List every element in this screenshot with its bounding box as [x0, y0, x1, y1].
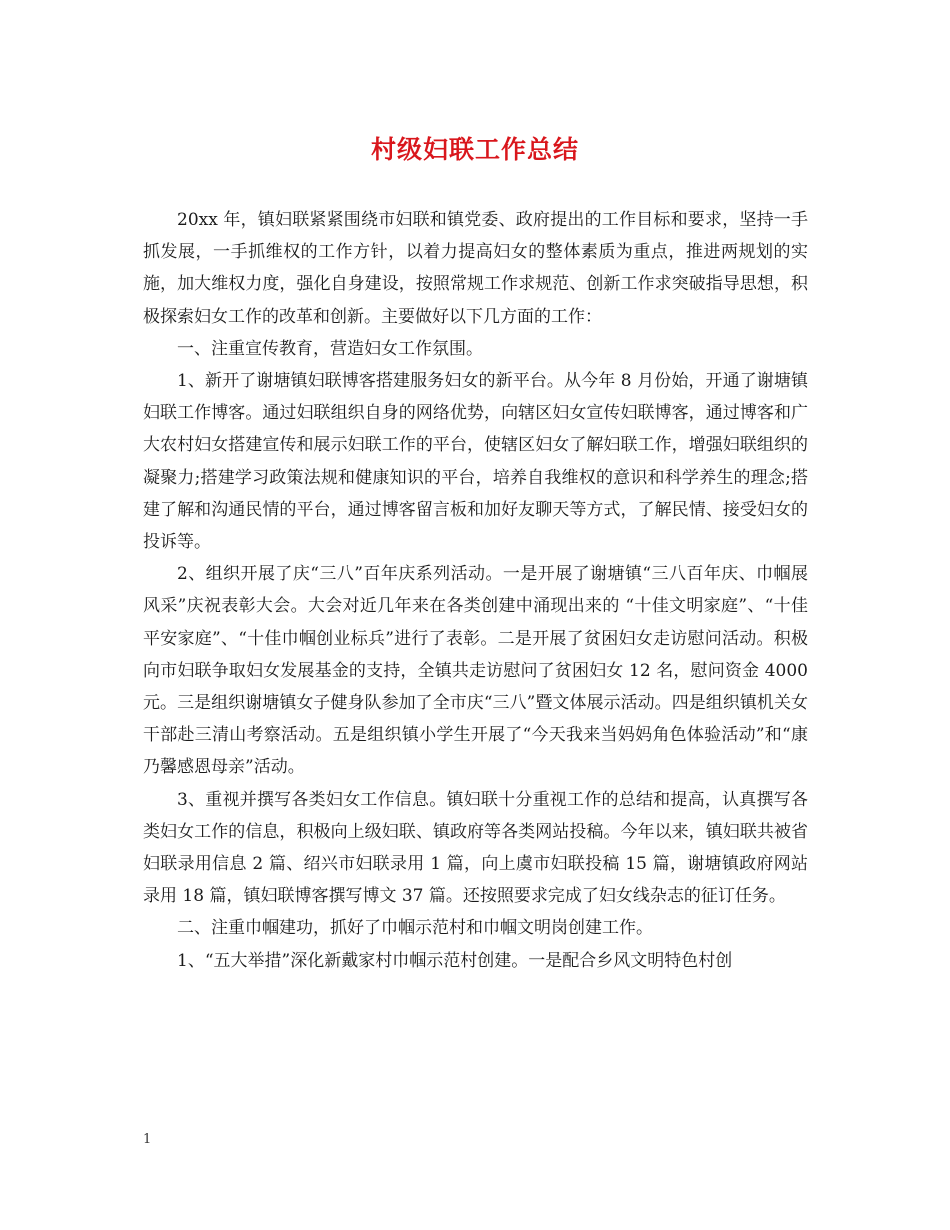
paragraph-march-eighth-activities: 2、组织开展了庆“三八”百年庆系列活动。一是开展了谢塘镇“三八百年庆、巾帼展风采”庆祝表彰大会。大会对近几年来在各类创建中涌现出来的 “十佳文明家庭”、“十佳平安家庭”、“十佳巾帼创业标兵”进行了表彰。二是开展了贫困妇女走访慰问活动。积极向市妇联争取妇女发展基金的支持，全镇共走访慰问了贫困妇女 12 名，慰问资金 4000 元。三是组织谢塘镇女子健身队参加了全市庆“三八”暨文体展示活动。四是组织镇机关女干部赴三清山考察活动。五是组织镇小学生开展了“今天我来当妈妈角色体验活动”和“康乃馨感恩母亲”活动。 — [143, 564, 808, 778]
paragraph-five-measures: 1、“五大举措”深化新戴家村巾帼示范村创建。一是配合乡风文明特色村创 — [177, 950, 733, 971]
page-number: 1 — [143, 1132, 152, 1147]
paragraph-information-writing: 3、重视并撰写各类妇女工作信息。镇妇联十分重视工作的总结和提高，认真撰写各类妇女工作的信息，积极向上级妇联、镇政府等各类网站投稿。今年以来，镇妇联共被省妇联录用信息 2 篇、绍兴市妇联录用 1 篇，向上虞市妇联投稿 15 篇，谢塘镇政府网站录用 18 篇，镇妇联博客撰写博文 37 篇。还按照要求完成了妇女线杂志的征订任务。 — [143, 789, 808, 907]
paragraph-blog-platform: 1、新开了谢塘镇妇联博客搭建服务妇女的新平台。从今年 8 月份始，开通了谢塘镇妇联工作博客。通过妇联组织自身的网络优势，向辖区妇女宣传妇联博客，通过博客和广大农村妇女搭建宣传和展示妇联工作的平台，使辖区妇女了解妇联工作，增强妇联组织的凝聚力;搭建学习政策法规和健康知识的平台，培养自我维权的意识和科学养生的理念;搭建了解和沟通民情的平台，通过博客留言板和加好友聊天等方式，了解民情、接受妇女的投诉等。 — [143, 371, 808, 553]
section-heading-1: 一、注重宣传教育，营造妇女工作氛围。 — [177, 338, 483, 359]
paragraph-intro: 20xx 年，镇妇联紧紧围绕市妇联和镇党委、政府提出的工作目标和要求，坚持一手抓发展，一手抓维权的工作方针，以着力提高妇女的整体素质为重点，推进两规划的实施，加大维权力度，强化自身建设，按照常规工作求规范、创新工作求突破指导思想，积极探索妇女工作的改革和创新。主要做好以下几方面的工作： — [143, 210, 808, 327]
document-body — [143, 204, 808, 977]
section-heading-2: 二、注重巾帼建功，抓好了巾帼示范村和巾帼文明岗创建工作。 — [177, 918, 653, 939]
document-title: 村级妇联工作总结 — [370, 135, 579, 164]
